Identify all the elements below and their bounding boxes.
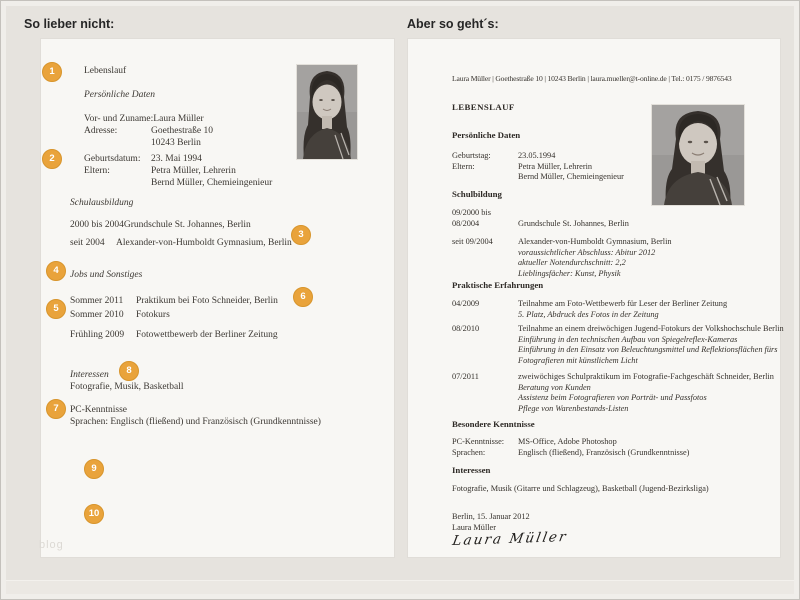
handwritten-signature: Laura Müller — [451, 529, 569, 549]
bottom-strip — [6, 581, 794, 594]
data-row: Vor- und Zuname: Laura Müller — [84, 114, 204, 124]
error-badge-4: 4 — [46, 261, 66, 281]
place-date: Berlin, 15. Januar 2012 — [452, 512, 530, 521]
section-heading: PC-Kenntnisse — [70, 405, 127, 415]
experience-entry: 07/2011 zweiwöchiges Schulpraktikum im Fotografie-Fachgeschäft Schneider, Berlin Beratung von Kunden Assistenz beim Fotografieren von Porträt- und Passfotos Pflege von Warenbestands-Listen — [452, 372, 774, 413]
portrait-illustration — [297, 65, 357, 159]
data-row: Eltern: Petra Müller, Lehrerin — [84, 166, 236, 176]
section-personal-data — [452, 151, 624, 183]
error-badge-5: 5 — [46, 299, 66, 319]
good-resume-page — [407, 38, 784, 558]
experience-entry: 08/2010 Teilnahme an einem dreiwöchigen Jugend-Fotokurs der Volkshochschule Berlin Einführung in den technischen Aufbau von Spiegelreflex-Kameras Einführung in den Einsatz von Beleuchtungsmittel und Reflektionsflächen fürs Fotografieren mit künstlichem Licht — [452, 324, 784, 365]
section-school — [70, 197, 292, 249]
right-column-title: Aber so geht´s: — [407, 17, 499, 31]
section-skills — [452, 437, 689, 458]
data-row: 2000 bis 2004 Grundschule St. Johannes, Berlin — [70, 220, 251, 230]
section-heading: Besondere Kenntnisse — [452, 419, 535, 429]
data-row: seit 2004 Alexander-von-Humboldt Gymnasium, Berlin — [70, 238, 292, 248]
section-jobs — [70, 269, 278, 341]
interests-line: Fotografie, Musik (Gitarre und Schlagzeug), Basketball (Jugend-Bezirksliga) — [452, 484, 709, 493]
contact-line: Laura Müller | Goethestraße 10 | 10243 Berlin | laura.mueller@t-online.de | Tel.: 0175 / 9876543 — [452, 74, 732, 83]
data-row: Sommer 2011 Praktikum bei Foto Schneider, Berlin — [70, 296, 278, 306]
data-row: 09/2000 bis — [452, 208, 491, 217]
error-badge-10: 10 — [84, 504, 104, 524]
portrait-illustration — [652, 105, 744, 205]
data-row: seit 09/2004 Alexander-von-Humboldt Gymnasium, Berlin voraussichtlicher Abschluss: Abitur 2012 aktueller Notendurchschnitt: 2,2 Lieblingsfächer: Kunst, Physik — [452, 237, 672, 278]
section-heading: Interessen — [452, 465, 491, 475]
error-badge-8: 8 — [119, 361, 139, 381]
data-row: 08/2004 Grundschule St. Johannes, Berlin — [452, 218, 629, 228]
data-row: Sommer 2010 Fotokurs — [70, 310, 170, 320]
page-title: Lebenslauf — [84, 66, 127, 76]
bad-resume-page — [40, 38, 395, 558]
data-row: PC-Kenntnisse: MS-Office, Adobe Photoshop — [452, 437, 617, 446]
section-heading: Praktische Erfahrungen — [452, 280, 544, 290]
section-heading: Persönliche Daten — [452, 130, 521, 140]
section-heading: Schulausbildung — [70, 198, 134, 208]
data-row: Eltern: Petra Müller, Lehrerin — [452, 161, 593, 171]
data-row: Frühling 2009 Fotowettbewerb der Berliner Zeitung — [70, 330, 278, 340]
data-row: Adresse: Goethestraße 10 — [84, 126, 213, 136]
error-badge-2: 2 — [42, 149, 62, 169]
section-heading: Interessen — [70, 370, 109, 380]
error-badge-9: 9 — [84, 459, 104, 479]
section-heading: Persönliche Daten — [84, 90, 155, 100]
data-row: 10243 Berlin — [151, 138, 201, 148]
page-title: LEBENSLAUF — [452, 102, 515, 112]
section-heading: Schulbildung — [452, 189, 502, 199]
error-badge-6: 6 — [293, 287, 313, 307]
typed-name: Laura Müller — [452, 522, 497, 532]
section-heading: Jobs und Sonstiges — [70, 270, 143, 280]
applicant-photo — [651, 104, 745, 206]
error-badge-7: 7 — [46, 399, 66, 419]
error-badge-3: 3 — [291, 225, 311, 245]
data-row: Geburtstag: 23.05.1994 — [452, 151, 556, 160]
section-personal-data — [84, 89, 272, 189]
data-row: Sprachen: Englisch (fließend), Französisch (Grundkenntnisse) — [452, 447, 690, 457]
data-row: Bernd Müller, Chemieingenieur — [518, 172, 624, 181]
experience-entry: 04/2009 Teilnahme am Foto-Wettbewerb für Leser der Berliner Zeitung 5. Platz, Abdruck des Fotos in der Zeitung — [452, 299, 728, 319]
interests-line: Fotografie, Musik, Basketball — [70, 382, 184, 392]
section-pc-skills — [70, 404, 321, 428]
data-row: Geburtsdatum: 23. Mai 1994 — [84, 154, 202, 164]
applicant-photo — [296, 64, 358, 160]
section-school — [452, 208, 672, 279]
languages-line: Sprachen: Englisch (fließend) und Französisch (Grundkenntnisse) — [70, 417, 321, 427]
left-column-title: So lieber nicht: — [24, 17, 115, 31]
data-row: Bernd Müller, Chemieingenieur — [151, 178, 273, 188]
error-badge-1: 1 — [42, 62, 62, 82]
watermark: blog — [39, 539, 64, 551]
